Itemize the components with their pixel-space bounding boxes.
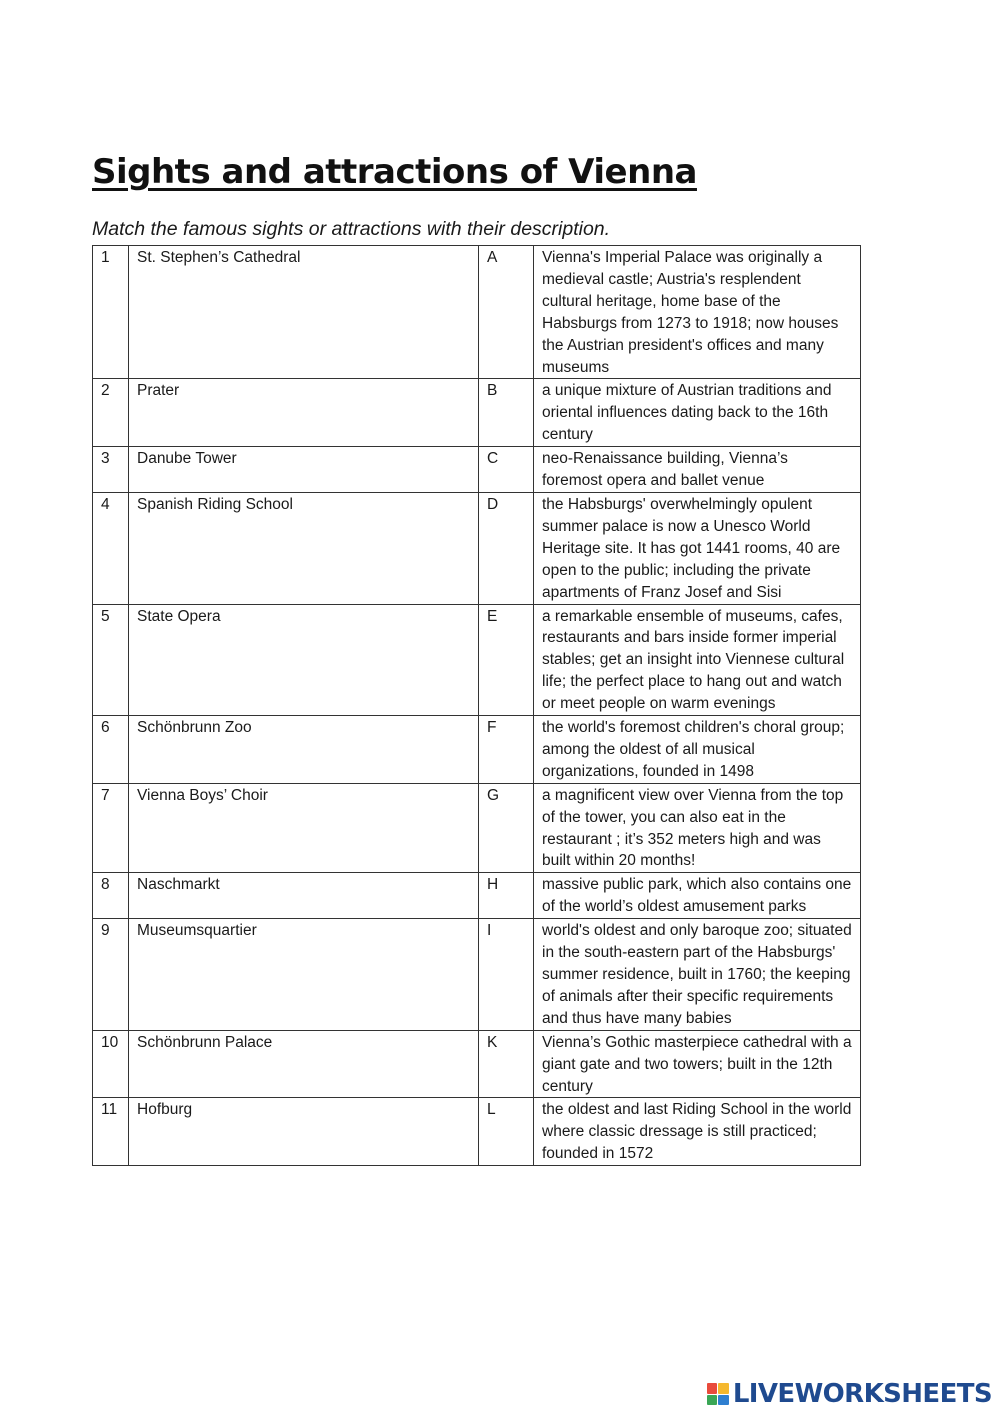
description-letter: K	[479, 1030, 534, 1098]
row-number: 2	[93, 379, 129, 447]
description-letter: C	[479, 447, 534, 493]
matching-table	[92, 245, 861, 1166]
table-row	[93, 1030, 861, 1098]
description-text: the Habsburgs' overwhelmingly opulent summer palace is now a Unesco World Heritage site. It has got 1441 rooms, 40 are open to the public; including the private apartments of Franz Josef and Sisi	[534, 492, 861, 604]
row-number: 3	[93, 447, 129, 493]
sight-name: Schönbrunn Palace	[129, 1030, 479, 1098]
description-text: neo-Renaissance building, Vienna’s foremost opera and ballet venue	[534, 447, 861, 493]
description-text: Vienna's Imperial Palace was originally a medieval castle; Austria's resplendent cultural heritage, home base of the Habsburgs from 1273 to 1918; now houses the Austrian president's offices and many museums	[534, 246, 861, 379]
table-row	[93, 492, 861, 604]
sight-name: Spanish Riding School	[129, 492, 479, 604]
table-row	[93, 604, 861, 716]
table-row	[93, 716, 861, 784]
liveworksheets-logo-icon	[707, 1383, 729, 1405]
row-number: 5	[93, 604, 129, 716]
logo-square-green	[707, 1395, 718, 1406]
table-row	[93, 379, 861, 447]
logo-square-yellow	[718, 1383, 729, 1394]
table-row	[93, 1098, 861, 1166]
table-row	[93, 447, 861, 493]
description-text: a magnificent view over Vienna from the top of the tower, you can also eat in the restaurant ; it’s 352 meters high and was built within 20 months!	[534, 783, 861, 873]
sight-name: Hofburg	[129, 1098, 479, 1166]
logo-square-red	[707, 1383, 718, 1394]
description-letter: A	[479, 246, 534, 379]
sight-name: Danube Tower	[129, 447, 479, 493]
description-text: a remarkable ensemble of museums, cafes, restaurants and bars inside former imperial stables; get an insight into Viennese cultural life; the perfect place to hang out and watch or meet people on warm evenings	[534, 604, 861, 716]
description-text: a unique mixture of Austrian traditions and oriental influences dating back to the 16th century	[534, 379, 861, 447]
table-row	[93, 873, 861, 919]
sight-name: Schönbrunn Zoo	[129, 716, 479, 784]
description-text: world's oldest and only baroque zoo; situated in the south-eastern part of the Habsburgs' summer residence, built in 1760; the keeping of animals after their specific requirements and thus have many babies	[534, 919, 861, 1031]
row-number: 8	[93, 873, 129, 919]
table-row	[93, 246, 861, 379]
description-text: the world's foremost children's choral group; among the oldest of all musical organizations, founded in 1498	[534, 716, 861, 784]
sight-name: St. Stephen’s Cathedral	[129, 246, 479, 379]
sight-name: Naschmarkt	[129, 873, 479, 919]
row-number: 11	[93, 1098, 129, 1166]
brand-name: LIVEWORKSHEETS	[732, 1379, 992, 1409]
description-letter: G	[479, 783, 534, 873]
liveworksheets-brand	[707, 1379, 992, 1409]
instructions: Match the famous sights or attractions with their description.	[92, 218, 611, 240]
description-text: massive public park, which also contains one of the world’s oldest amusement parks	[534, 873, 861, 919]
description-letter: I	[479, 919, 534, 1031]
sight-name: Prater	[129, 379, 479, 447]
description-letter: E	[479, 604, 534, 716]
description-letter: H	[479, 873, 534, 919]
table-row	[93, 919, 861, 1031]
row-number: 9	[93, 919, 129, 1031]
description-letter: F	[479, 716, 534, 784]
row-number: 4	[93, 492, 129, 604]
description-text: Vienna’s Gothic masterpiece cathedral with a giant gate and two towers; built in the 12th century	[534, 1030, 861, 1098]
description-text: the oldest and last Riding School in the world where classic dressage is still practiced; founded in 1572	[534, 1098, 861, 1166]
row-number: 1	[93, 246, 129, 379]
logo-square-blue	[718, 1395, 729, 1406]
sight-name: Vienna Boys’ Choir	[129, 783, 479, 873]
row-number: 7	[93, 783, 129, 873]
sight-name: Museumsquartier	[129, 919, 479, 1031]
description-letter: B	[479, 379, 534, 447]
sight-name: State Opera	[129, 604, 479, 716]
table-row	[93, 783, 861, 873]
row-number: 10	[93, 1030, 129, 1098]
row-number: 6	[93, 716, 129, 784]
description-letter: L	[479, 1098, 534, 1166]
description-letter: D	[479, 492, 534, 604]
page-title: Sights and attractions of Vienna	[92, 152, 697, 192]
